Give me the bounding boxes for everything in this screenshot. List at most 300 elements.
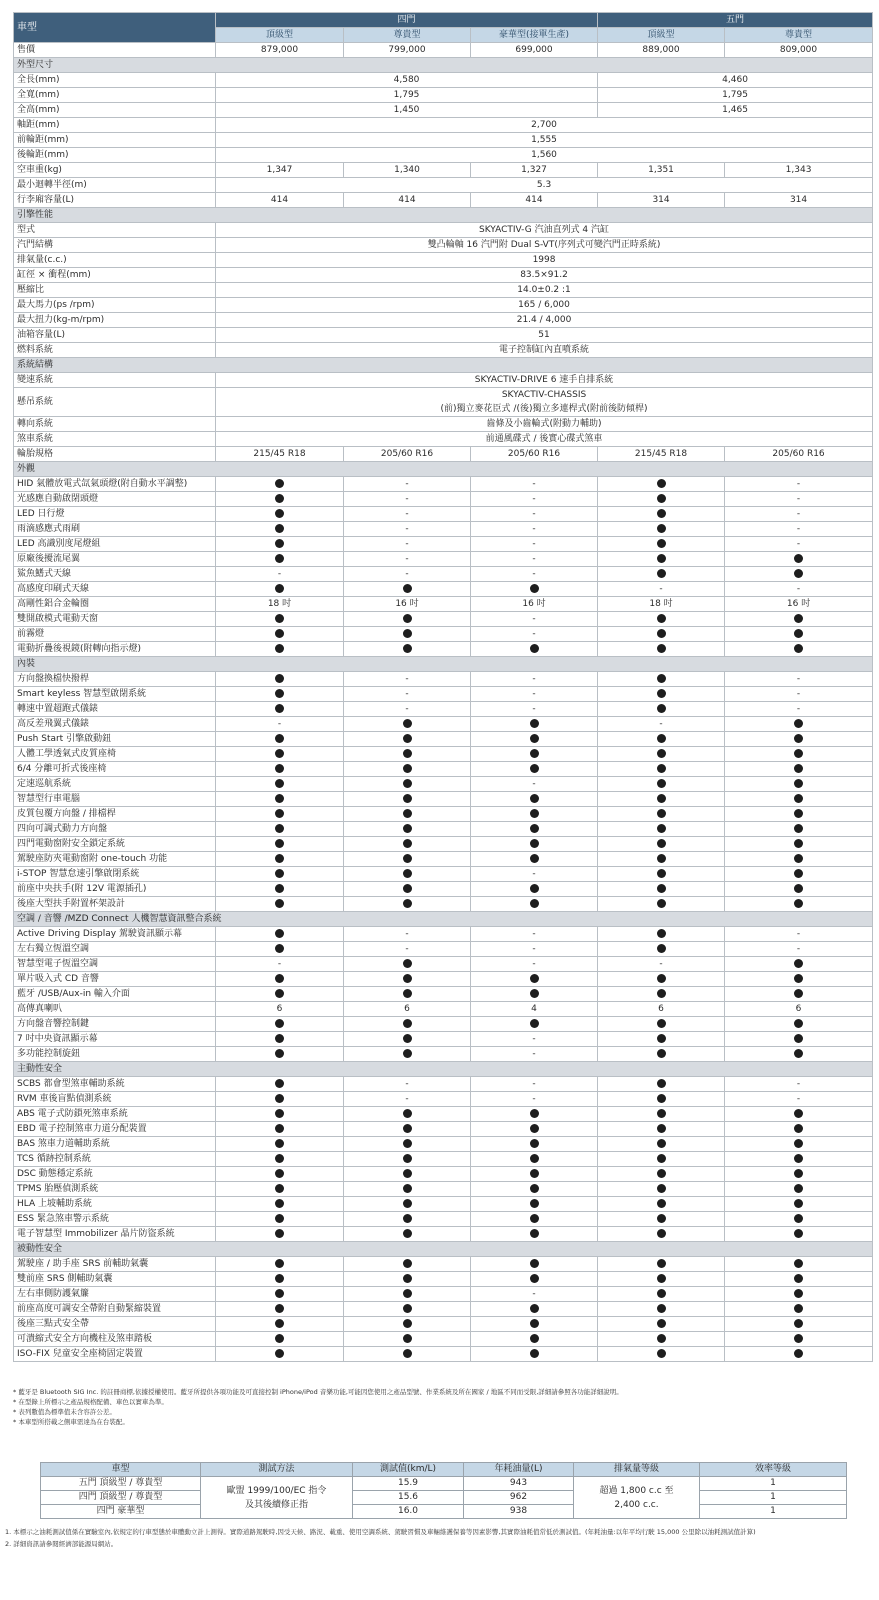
filled-dot-icon — [530, 584, 539, 593]
spec-label: BAS 煞車力道輔助系統 — [14, 1137, 216, 1152]
section-title: 引擎性能 — [14, 208, 873, 223]
filled-dot-icon — [530, 1274, 539, 1283]
spec-label: 高傳真喇叭 — [14, 1002, 216, 1017]
section-header — [14, 358, 873, 373]
filled-dot-icon — [403, 1229, 412, 1238]
feature-cell — [216, 732, 344, 747]
spec-value: - — [471, 477, 598, 492]
filled-dot-icon — [657, 1199, 666, 1208]
spec-value: 6 — [598, 1002, 725, 1017]
spec-row — [14, 957, 873, 972]
feature-cell — [725, 807, 873, 822]
filled-dot-icon — [530, 824, 539, 833]
spec-label: 高反差飛翼式儀錶 — [14, 717, 216, 732]
spec-value: 215/45 R18 — [598, 447, 725, 462]
spec-value: 1,795 — [216, 88, 598, 103]
filled-dot-icon — [275, 1319, 284, 1328]
feature-cell — [598, 867, 725, 882]
spec-value: - — [725, 927, 873, 942]
spec-label: 最大馬力(ps /rpm) — [14, 298, 216, 313]
filled-dot-icon — [657, 1319, 666, 1328]
spec-value: 1,555 — [216, 133, 873, 148]
filled-dot-icon — [657, 809, 666, 818]
spec-row — [14, 223, 873, 238]
feature-cell — [471, 1017, 598, 1032]
filled-dot-icon — [275, 689, 284, 698]
filled-dot-icon — [530, 1319, 539, 1328]
filled-dot-icon — [275, 1079, 284, 1088]
feature-cell — [216, 882, 344, 897]
filled-dot-icon — [403, 1124, 412, 1133]
spec-value: - — [344, 927, 471, 942]
filled-dot-icon — [275, 1139, 284, 1148]
filled-dot-icon — [403, 1184, 412, 1193]
feature-cell — [471, 732, 598, 747]
spec-row — [14, 792, 873, 807]
feature-cell — [344, 1272, 471, 1287]
filled-dot-icon — [275, 1109, 284, 1118]
filled-dot-icon — [794, 989, 803, 998]
feature-cell — [471, 1317, 598, 1332]
feature-cell — [344, 642, 471, 657]
feature-cell — [598, 987, 725, 1002]
feature-cell — [344, 1017, 471, 1032]
feature-cell — [344, 717, 471, 732]
spec-label: 煞車系統 — [14, 432, 216, 447]
feature-cell — [216, 1272, 344, 1287]
filled-dot-icon — [275, 1049, 284, 1058]
filled-dot-icon — [657, 1349, 666, 1358]
spec-value: 18 吋 — [598, 597, 725, 612]
filled-dot-icon — [275, 1154, 284, 1163]
spec-label: 光感應自動啟閉頭燈 — [14, 492, 216, 507]
spec-label: LED 高識別度尾燈組 — [14, 537, 216, 552]
filled-dot-icon — [657, 749, 666, 758]
filled-dot-icon — [530, 1304, 539, 1313]
feature-cell — [725, 552, 873, 567]
filled-dot-icon — [794, 629, 803, 638]
fuel-header: 車型 — [41, 1463, 201, 1477]
feature-cell — [216, 522, 344, 537]
spec-row — [14, 118, 873, 133]
spec-label: 智慧型行車電腦 — [14, 792, 216, 807]
spec-value: - — [344, 522, 471, 537]
feature-cell — [216, 897, 344, 912]
section-header — [14, 58, 873, 73]
feature-cell — [216, 642, 344, 657]
feature-cell — [598, 1017, 725, 1032]
spec-value: - — [471, 687, 598, 702]
filled-dot-icon — [657, 569, 666, 578]
filled-dot-icon — [275, 584, 284, 593]
feature-cell — [725, 882, 873, 897]
spec-row — [14, 702, 873, 717]
spec-label: 後座三點式安全帶 — [14, 1317, 216, 1332]
spec-label: 轉速中置超跑式儀錶 — [14, 702, 216, 717]
filled-dot-icon — [275, 1169, 284, 1178]
spec-row — [14, 1002, 873, 1017]
filled-dot-icon — [657, 614, 666, 623]
spec-row — [14, 432, 873, 447]
filled-dot-icon — [275, 644, 284, 653]
spec-row — [14, 642, 873, 657]
feature-cell — [598, 642, 725, 657]
feature-cell — [598, 852, 725, 867]
filled-dot-icon — [794, 839, 803, 848]
feature-cell — [216, 1227, 344, 1242]
feature-cell — [344, 1047, 471, 1062]
filled-dot-icon — [530, 644, 539, 653]
feature-cell — [725, 1122, 873, 1137]
feature-cell — [216, 1332, 344, 1347]
group-five-door: 五門 — [598, 13, 873, 28]
spec-value: 4,580 — [216, 73, 598, 88]
spec-row — [14, 582, 873, 597]
feature-cell — [471, 1137, 598, 1152]
spec-value: 4,460 — [598, 73, 873, 88]
spec-row — [14, 1257, 873, 1272]
spec-row — [14, 672, 873, 687]
spec-label: HID 氣體放電式氙氣頭燈(附自動水平調整) — [14, 477, 216, 492]
filled-dot-icon — [403, 1169, 412, 1178]
fuel-annual: 962 — [464, 1491, 574, 1505]
spec-row — [14, 627, 873, 642]
spec-row — [14, 507, 873, 522]
filled-dot-icon — [530, 734, 539, 743]
filled-dot-icon — [530, 1214, 539, 1223]
spec-value: - — [471, 957, 598, 972]
spec-label: 全長(mm) — [14, 73, 216, 88]
spec-value: - — [471, 942, 598, 957]
spec-label: 藍牙 /USB/Aux-in 輸入介面 — [14, 987, 216, 1002]
filled-dot-icon — [530, 884, 539, 893]
spec-value: - — [471, 492, 598, 507]
filled-dot-icon — [657, 494, 666, 503]
filled-dot-icon — [403, 1139, 412, 1148]
spec-row — [14, 328, 873, 343]
filled-dot-icon — [275, 479, 284, 488]
spec-label: 皮質包覆方向盤 / 排檔桿 — [14, 807, 216, 822]
spec-value: - — [471, 1077, 598, 1092]
spec-value: 205/60 R16 — [344, 447, 471, 462]
filled-dot-icon — [403, 794, 412, 803]
filled-dot-icon — [657, 704, 666, 713]
filled-dot-icon — [403, 1259, 412, 1268]
filled-dot-icon — [275, 509, 284, 518]
spec-value: 1,560 — [216, 148, 873, 163]
filled-dot-icon — [275, 869, 284, 878]
filled-dot-icon — [657, 524, 666, 533]
feature-cell — [344, 777, 471, 792]
price-row — [14, 43, 873, 58]
feature-cell — [725, 987, 873, 1002]
section-title: 被動性安全 — [14, 1242, 873, 1257]
filled-dot-icon — [275, 929, 284, 938]
fuel-notes — [5, 1527, 875, 1550]
feature-cell — [216, 582, 344, 597]
spec-row — [14, 537, 873, 552]
fuel-displacement-line: 2,400 c.c. — [614, 1499, 659, 1510]
filled-dot-icon — [403, 1304, 412, 1313]
fuel-note-line: 1. 本標示之油耗測試值係在實驗室內,依規定的行車型態於車體動立計上測得。實際道路駕駛時,因受天候、路況、載重、使用空調系統、駕駛習慣及車輛維護保養等因素影響,其實際油耗值常低於測試值。(年耗油量:以年平均行駛 15,000 公里除以油耗測試值計算) — [5, 1528, 756, 1536]
feature-cell — [471, 1122, 598, 1137]
feature-cell — [344, 837, 471, 852]
filled-dot-icon — [403, 1034, 412, 1043]
feature-cell — [598, 537, 725, 552]
spec-label: ABS 電子式防鎖死煞車系統 — [14, 1107, 216, 1122]
feature-cell — [471, 792, 598, 807]
filled-dot-icon — [657, 839, 666, 848]
spec-label: i-STOP 智慧怠速引擎啟閉系統 — [14, 867, 216, 882]
price-value: 889,000 — [598, 43, 725, 58]
filled-dot-icon — [794, 1049, 803, 1058]
filled-dot-icon — [403, 899, 412, 908]
filled-dot-icon — [403, 1019, 412, 1028]
spec-label: 電子智慧型 Immobilizer 晶片防盜系統 — [14, 1227, 216, 1242]
feature-cell — [598, 1257, 725, 1272]
filled-dot-icon — [275, 554, 284, 563]
feature-cell — [725, 972, 873, 987]
filled-dot-icon — [794, 1199, 803, 1208]
feature-cell — [344, 807, 471, 822]
feature-cell — [725, 612, 873, 627]
feature-cell — [725, 1227, 873, 1242]
filled-dot-icon — [403, 1349, 412, 1358]
spec-row — [14, 163, 873, 178]
spec-value: - — [471, 1092, 598, 1107]
filled-dot-icon — [657, 869, 666, 878]
feature-cell — [598, 897, 725, 912]
note-line: * 表列數值為標準值未含容許公差。 — [13, 1408, 116, 1416]
spec-label: 定速巡航系統 — [14, 777, 216, 792]
spec-label: 鯊魚鰭式天線 — [14, 567, 216, 582]
feature-cell — [725, 792, 873, 807]
spec-value: 1,450 — [216, 103, 598, 118]
filled-dot-icon — [657, 479, 666, 488]
filled-dot-icon — [794, 569, 803, 578]
spec-label: HLA 上坡輔助系統 — [14, 1197, 216, 1212]
filled-dot-icon — [657, 764, 666, 773]
spec-value: - — [216, 957, 344, 972]
spec-label: 最小迴轉半徑(m) — [14, 178, 216, 193]
fuel-annual: 943 — [464, 1477, 574, 1491]
spec-value: - — [344, 942, 471, 957]
filled-dot-icon — [275, 539, 284, 548]
feature-cell — [344, 1197, 471, 1212]
feature-cell — [725, 957, 873, 972]
filled-dot-icon — [403, 1109, 412, 1118]
spec-value-line: SKYACTIV-CHASSIS — [501, 390, 587, 400]
spec-value: 1,343 — [725, 163, 873, 178]
spec-label: 電動折疊後視鏡(附轉向指示燈) — [14, 642, 216, 657]
fuel-table — [40, 1462, 847, 1519]
trim-header: 頂級型 — [598, 28, 725, 43]
spec-value: - — [471, 867, 598, 882]
spec-label: 軸距(mm) — [14, 118, 216, 133]
filled-dot-icon — [275, 1019, 284, 1028]
feature-cell — [471, 1212, 598, 1227]
section-header — [14, 657, 873, 672]
spec-row — [14, 1287, 873, 1302]
filled-dot-icon — [275, 779, 284, 788]
filled-dot-icon — [275, 1199, 284, 1208]
feature-cell — [598, 837, 725, 852]
filled-dot-icon — [403, 809, 412, 818]
spec-row — [14, 1347, 873, 1362]
spec-row — [14, 972, 873, 987]
filled-dot-icon — [275, 809, 284, 818]
feature-cell — [216, 972, 344, 987]
section-header — [14, 1062, 873, 1077]
filled-dot-icon — [403, 1334, 412, 1343]
filled-dot-icon — [794, 1154, 803, 1163]
feature-cell — [598, 492, 725, 507]
spec-value: - — [471, 537, 598, 552]
filled-dot-icon — [794, 749, 803, 758]
feature-cell — [471, 837, 598, 852]
feature-cell — [598, 1347, 725, 1362]
feature-cell — [344, 987, 471, 1002]
feature-cell — [216, 762, 344, 777]
fuel-header: 排氣量等級 — [574, 1463, 700, 1477]
feature-cell — [598, 1167, 725, 1182]
fuel-header: 年耗油量(L) — [464, 1463, 574, 1477]
spec-value: 6 — [344, 1002, 471, 1017]
filled-dot-icon — [275, 614, 284, 623]
spec-row — [14, 522, 873, 537]
spec-value — [216, 388, 873, 417]
corner-label: 車型 — [14, 13, 216, 43]
feature-cell — [344, 1347, 471, 1362]
filled-dot-icon — [794, 1274, 803, 1283]
filled-dot-icon — [530, 1229, 539, 1238]
feature-cell — [471, 972, 598, 987]
spec-value: - — [344, 687, 471, 702]
feature-cell — [725, 642, 873, 657]
feature-cell — [344, 582, 471, 597]
feature-cell — [471, 1182, 598, 1197]
filled-dot-icon — [794, 824, 803, 833]
filled-dot-icon — [275, 1274, 284, 1283]
feature-cell — [725, 1257, 873, 1272]
spec-row — [14, 687, 873, 702]
spec-label: TPMS 胎壓偵測系統 — [14, 1182, 216, 1197]
feature-cell — [598, 1107, 725, 1122]
spec-value: - — [344, 537, 471, 552]
filled-dot-icon — [275, 854, 284, 863]
feature-cell — [216, 687, 344, 702]
trim-header: 頂級型 — [216, 28, 344, 43]
spec-row — [14, 447, 873, 462]
filled-dot-icon — [275, 704, 284, 713]
spec-value: 1,327 — [471, 163, 598, 178]
spec-row — [14, 1332, 873, 1347]
filled-dot-icon — [657, 629, 666, 638]
trim-header: 尊貴型 — [344, 28, 471, 43]
filled-dot-icon — [403, 644, 412, 653]
filled-dot-icon — [275, 734, 284, 743]
feature-cell — [216, 1107, 344, 1122]
feature-cell — [725, 1302, 873, 1317]
feature-cell — [344, 1317, 471, 1332]
section-title: 外觀 — [14, 462, 873, 477]
spec-value: 2,700 — [216, 118, 873, 133]
filled-dot-icon — [657, 1019, 666, 1028]
feature-cell — [598, 972, 725, 987]
filled-dot-icon — [657, 824, 666, 833]
filled-dot-icon — [657, 689, 666, 698]
spec-value: - — [471, 702, 598, 717]
price-label: 售價 — [14, 43, 216, 58]
filled-dot-icon — [530, 1334, 539, 1343]
feature-cell — [344, 1332, 471, 1347]
feature-cell — [725, 1167, 873, 1182]
feature-cell — [216, 1122, 344, 1137]
spec-row — [14, 897, 873, 912]
spec-table — [13, 12, 873, 1362]
filled-dot-icon — [403, 1319, 412, 1328]
feature-cell — [344, 972, 471, 987]
spec-value: - — [471, 672, 598, 687]
feature-cell — [598, 1317, 725, 1332]
spec-value: - — [216, 567, 344, 582]
spec-label: 駕駛座防夾電動窗附 one-touch 功能 — [14, 852, 216, 867]
feature-cell — [598, 507, 725, 522]
filled-dot-icon — [657, 644, 666, 653]
feature-cell — [471, 1257, 598, 1272]
filled-dot-icon — [794, 734, 803, 743]
feature-cell — [725, 1317, 873, 1332]
fuel-test-value: 15.9 — [353, 1477, 464, 1491]
filled-dot-icon — [657, 779, 666, 788]
spec-value: - — [471, 927, 598, 942]
filled-dot-icon — [794, 1289, 803, 1298]
feature-cell — [598, 747, 725, 762]
feature-cell — [598, 1137, 725, 1152]
spec-label: Active Driving Display 駕駛資訊顯示幕 — [14, 927, 216, 942]
spec-label: 6/4 分離可折式後座椅 — [14, 762, 216, 777]
feature-cell — [471, 642, 598, 657]
spec-label: 四門電動窗附安全鎖定系統 — [14, 837, 216, 852]
feature-cell — [471, 1302, 598, 1317]
spec-value: - — [725, 537, 873, 552]
filled-dot-icon — [794, 1214, 803, 1223]
filled-dot-icon — [794, 959, 803, 968]
spec-row — [14, 837, 873, 852]
spec-label: LED 日行燈 — [14, 507, 216, 522]
filled-dot-icon — [275, 974, 284, 983]
feature-cell — [344, 762, 471, 777]
spec-row — [14, 882, 873, 897]
filled-dot-icon — [530, 1259, 539, 1268]
spec-row — [14, 1272, 873, 1287]
spec-row — [14, 1197, 873, 1212]
spec-label: 多功能控制旋鈕 — [14, 1047, 216, 1062]
spec-row — [14, 987, 873, 1002]
spec-value: - — [471, 627, 598, 642]
spec-label: RVM 車後盲點偵測系統 — [14, 1092, 216, 1107]
filled-dot-icon — [794, 1184, 803, 1193]
spec-label: 全高(mm) — [14, 103, 216, 118]
spec-value: 314 — [598, 193, 725, 208]
feature-cell — [216, 807, 344, 822]
feature-cell — [598, 1092, 725, 1107]
feature-cell — [598, 777, 725, 792]
feature-cell — [471, 882, 598, 897]
filled-dot-icon — [275, 1214, 284, 1223]
section-title: 空調 / 音響 /MZD Connect 人機智慧資訊整合系統 — [14, 912, 873, 927]
spec-value: - — [471, 552, 598, 567]
